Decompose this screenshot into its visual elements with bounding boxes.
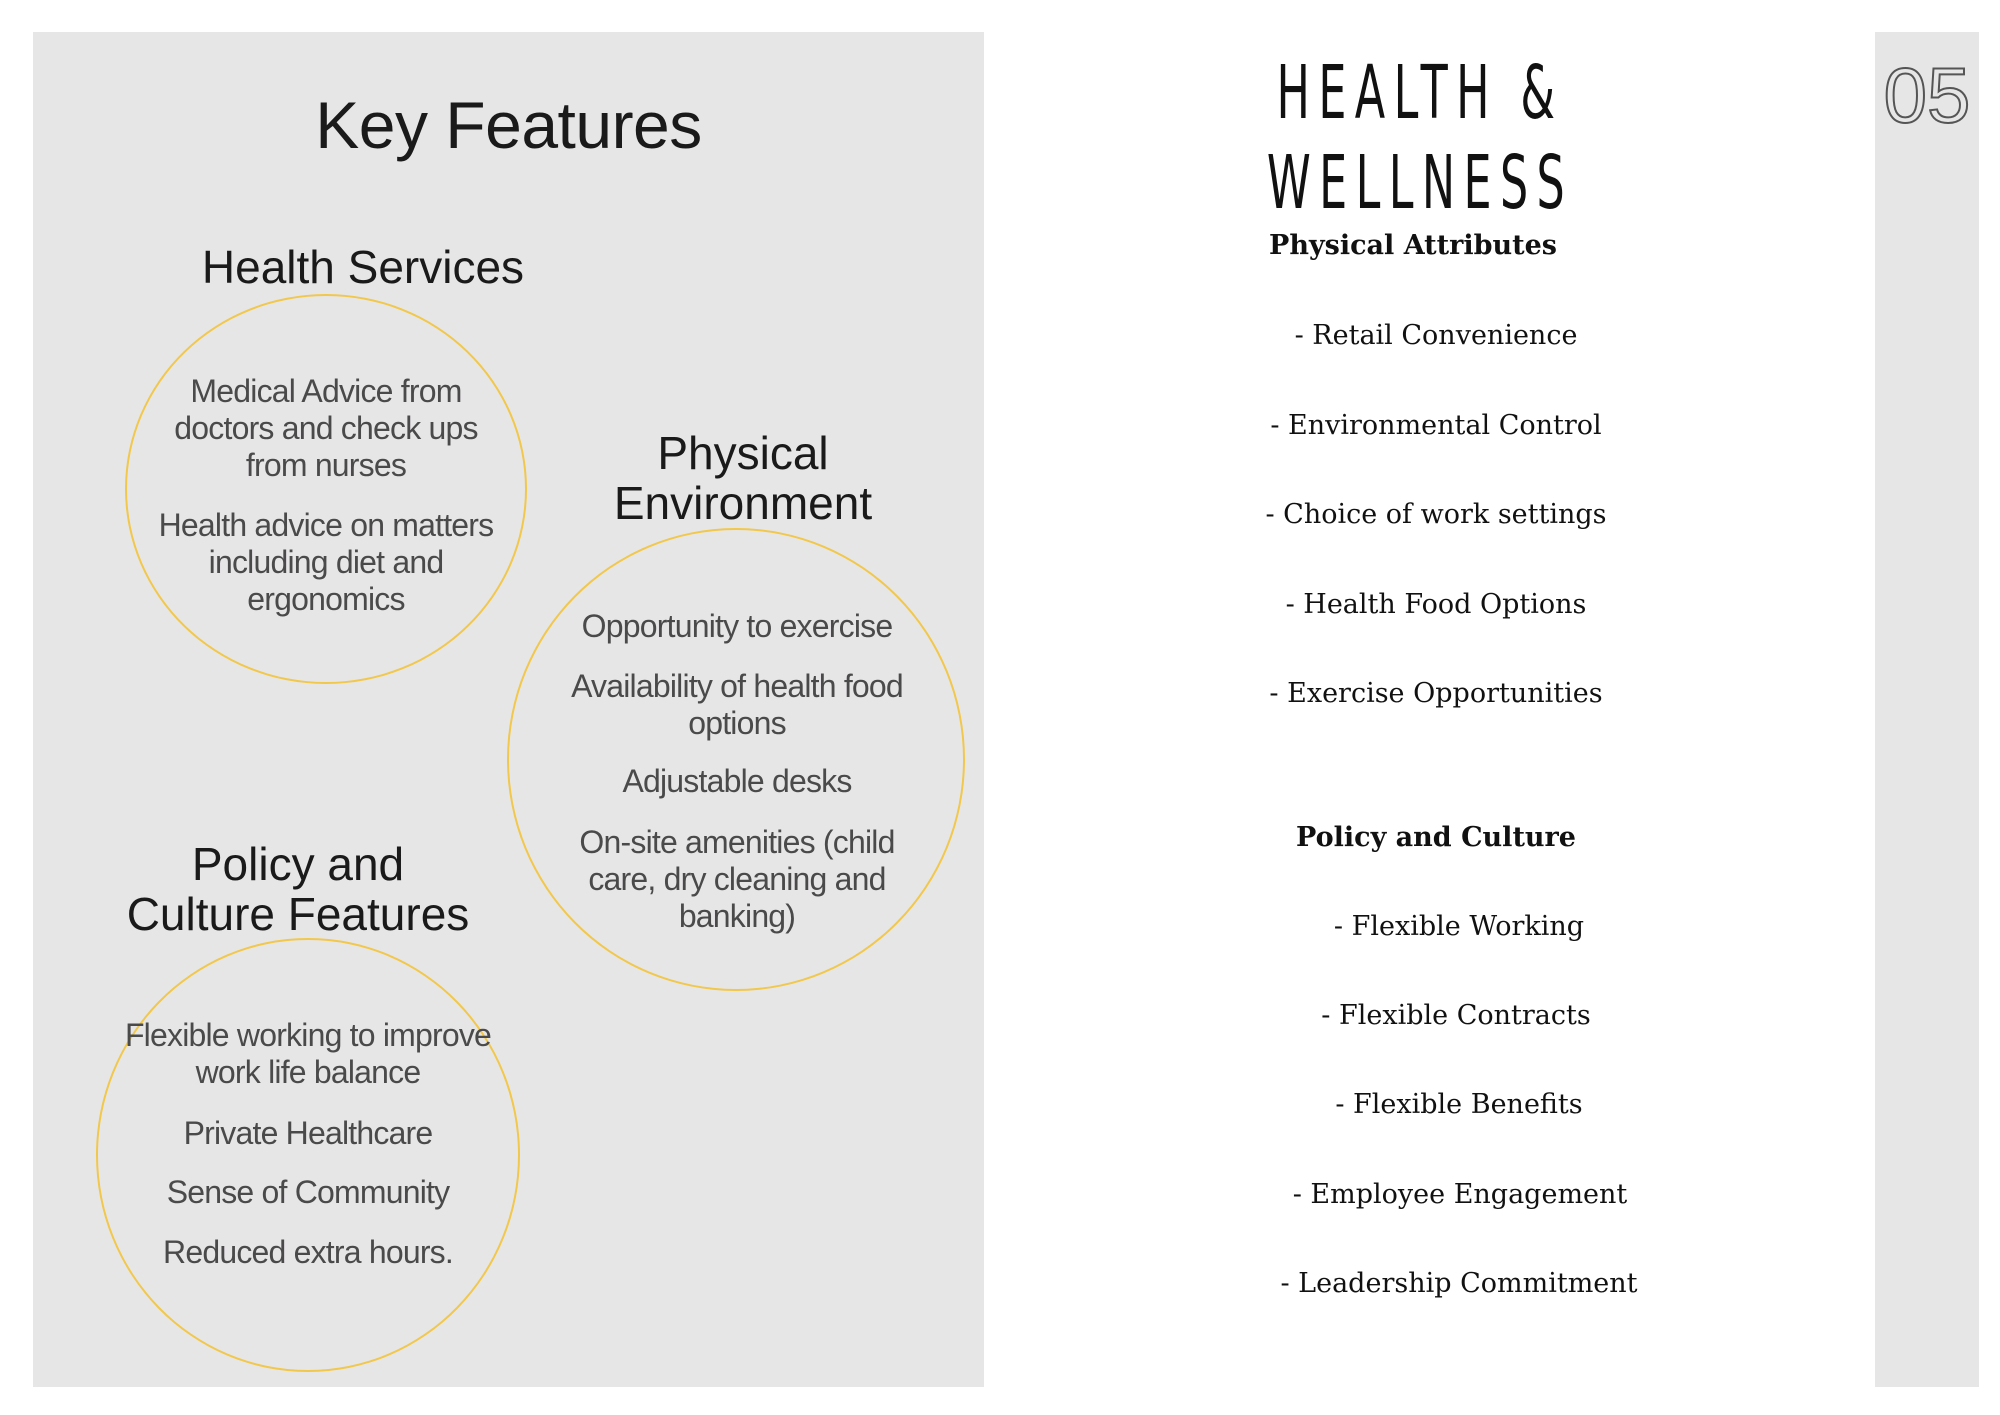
physical-item-2: Availability of health food options xyxy=(571,668,903,741)
health-services-circle xyxy=(125,294,527,684)
physical-environment-title: Physical Environment xyxy=(613,427,873,529)
policy-item-2: Private Healthcare xyxy=(183,1115,433,1151)
policy-item-4: Reduced extra hours. xyxy=(163,1234,453,1270)
key-features-title: Key Features xyxy=(315,88,702,162)
physical-attribute-item: - Environmental Control xyxy=(1270,410,1602,441)
key-features-panel xyxy=(33,32,984,1387)
policy-culture-item: - Flexible Working xyxy=(1333,911,1585,942)
physical-attribute-item: - Health Food Options xyxy=(1285,589,1587,620)
page-title: HEALTH & WELLNESS xyxy=(1266,50,1574,226)
policy-culture-title: Policy and Culture Features xyxy=(126,838,470,940)
physical-attributes-heading: Physical Attributes xyxy=(1269,230,1557,261)
policy-culture-item: - Leadership Commitment xyxy=(1280,1268,1638,1299)
policy-culture-item: - Flexible Benefits xyxy=(1335,1089,1583,1120)
policy-item-3: Sense of Community xyxy=(166,1174,450,1210)
physical-item-4: On-site amenities (child care, dry cleaning and banking) xyxy=(579,824,895,934)
physical-attribute-item: - Exercise Opportunities xyxy=(1269,678,1603,709)
physical-item-1: Opportunity to exercise xyxy=(581,608,893,644)
health-item-2: Health advice on matters including diet and ergonomics xyxy=(158,507,494,617)
page-number-strip xyxy=(1875,32,1979,1387)
physical-item-3: Adjustable desks xyxy=(622,763,852,799)
policy-culture-item: - Employee Engagement xyxy=(1292,1179,1628,1210)
physical-attribute-item: - Choice of work settings xyxy=(1265,499,1607,530)
policy-culture-circle xyxy=(96,938,520,1372)
policy-culture-heading: Policy and Culture xyxy=(1296,822,1576,853)
physical-attribute-item: - Retail Convenience xyxy=(1294,320,1578,351)
health-services-title: Health Services xyxy=(201,241,525,293)
policy-item-1: Flexible working to improve work life balance xyxy=(124,1017,492,1090)
page-number: 05 xyxy=(1883,51,1971,139)
policy-culture-item: - Flexible Contracts xyxy=(1321,1000,1591,1031)
health-item-1: Medical Advice from doctors and check ups from nurses xyxy=(174,373,478,483)
